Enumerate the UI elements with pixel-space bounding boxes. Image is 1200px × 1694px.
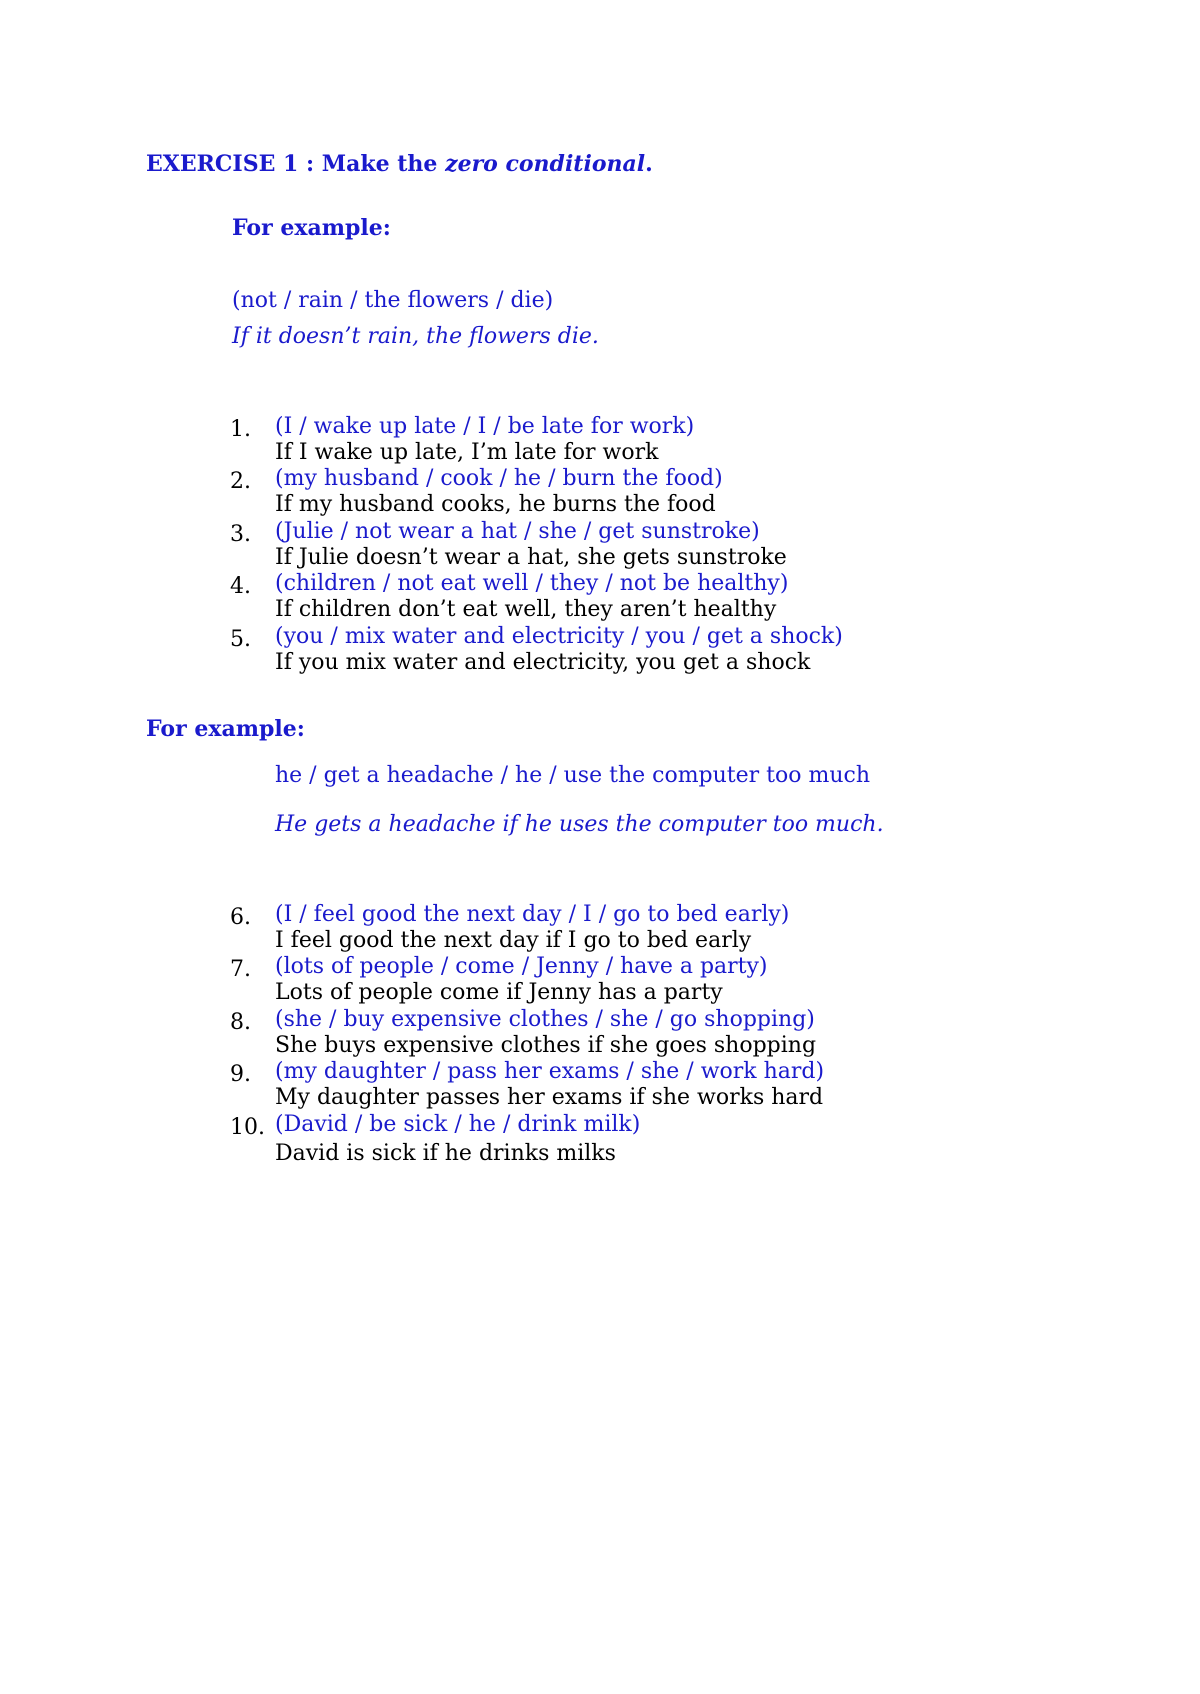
item-number: 4. bbox=[230, 574, 251, 599]
exercise-title-italic: zero conditional bbox=[445, 151, 646, 177]
item-prompt: (lots of people / come / Jenny / have a party) bbox=[275, 954, 768, 979]
example1-heading: For example: bbox=[232, 215, 391, 241]
item-number: 7. bbox=[230, 957, 251, 982]
item-number: 3. bbox=[230, 522, 251, 547]
item-number: 8. bbox=[230, 1010, 251, 1035]
item-answer: Lots of people come if Jenny has a party bbox=[275, 980, 723, 1005]
item-answer: If my husband cooks, he burns the food bbox=[275, 492, 716, 517]
item-prompt: (my daughter / pass her exams / she / work hard) bbox=[275, 1059, 825, 1084]
item-answer: My daughter passes her exams if she works hard bbox=[275, 1085, 824, 1110]
item-answer: If you mix water and electricity, you get a shock bbox=[275, 650, 811, 675]
exercise-title-suffix: . bbox=[645, 151, 653, 177]
exercise-title-prefix: EXERCISE 1 : Make the bbox=[146, 151, 446, 177]
item-answer: She buys expensive clothes if she goes shopping bbox=[275, 1033, 817, 1058]
item-prompt: (she / buy expensive clothes / she / go shopping) bbox=[275, 1007, 815, 1032]
item-answer: I feel good the next day if I go to bed early bbox=[275, 928, 752, 953]
item-prompt: (Julie / not wear a hat / she / get sunstroke) bbox=[275, 519, 760, 544]
item-answer: If children don’t eat well, they aren’t healthy bbox=[275, 597, 777, 622]
example1-answer: If it doesn’t rain, the flowers die. bbox=[232, 324, 599, 349]
item-number: 9. bbox=[230, 1062, 251, 1087]
item-prompt: (David / be sick / he / drink milk) bbox=[275, 1112, 641, 1137]
example2-prompt: he / get a headache / he / use the computer too much bbox=[275, 763, 871, 788]
item-number: 10. bbox=[230, 1115, 265, 1140]
item-answer: If I wake up late, I’m late for work bbox=[275, 440, 659, 465]
item-number: 5. bbox=[230, 627, 251, 652]
example2-answer: He gets a headache if he uses the computer too much. bbox=[275, 812, 884, 837]
item-answer: David is sick if he drinks milks bbox=[275, 1141, 616, 1166]
item-prompt: (you / mix water and electricity / you / get a shock) bbox=[275, 624, 843, 649]
item-prompt: (children / not eat well / they / not be healthy) bbox=[275, 571, 789, 596]
exercise-title bbox=[146, 150, 653, 178]
item-number: 2. bbox=[230, 469, 251, 494]
example1-prompt: (not / rain / the flowers / die) bbox=[232, 288, 554, 313]
item-number: 6. bbox=[230, 905, 251, 930]
item-prompt: (I / wake up late / I / be late for work) bbox=[275, 414, 695, 439]
item-answer: If Julie doesn’t wear a hat, she gets sunstroke bbox=[275, 545, 787, 570]
item-prompt: (I / feel good the next day / I / go to bed early) bbox=[275, 902, 790, 927]
item-prompt: (my husband / cook / he / burn the food) bbox=[275, 466, 723, 491]
example2-heading: For example: bbox=[146, 716, 305, 742]
item-number: 1. bbox=[230, 417, 251, 442]
